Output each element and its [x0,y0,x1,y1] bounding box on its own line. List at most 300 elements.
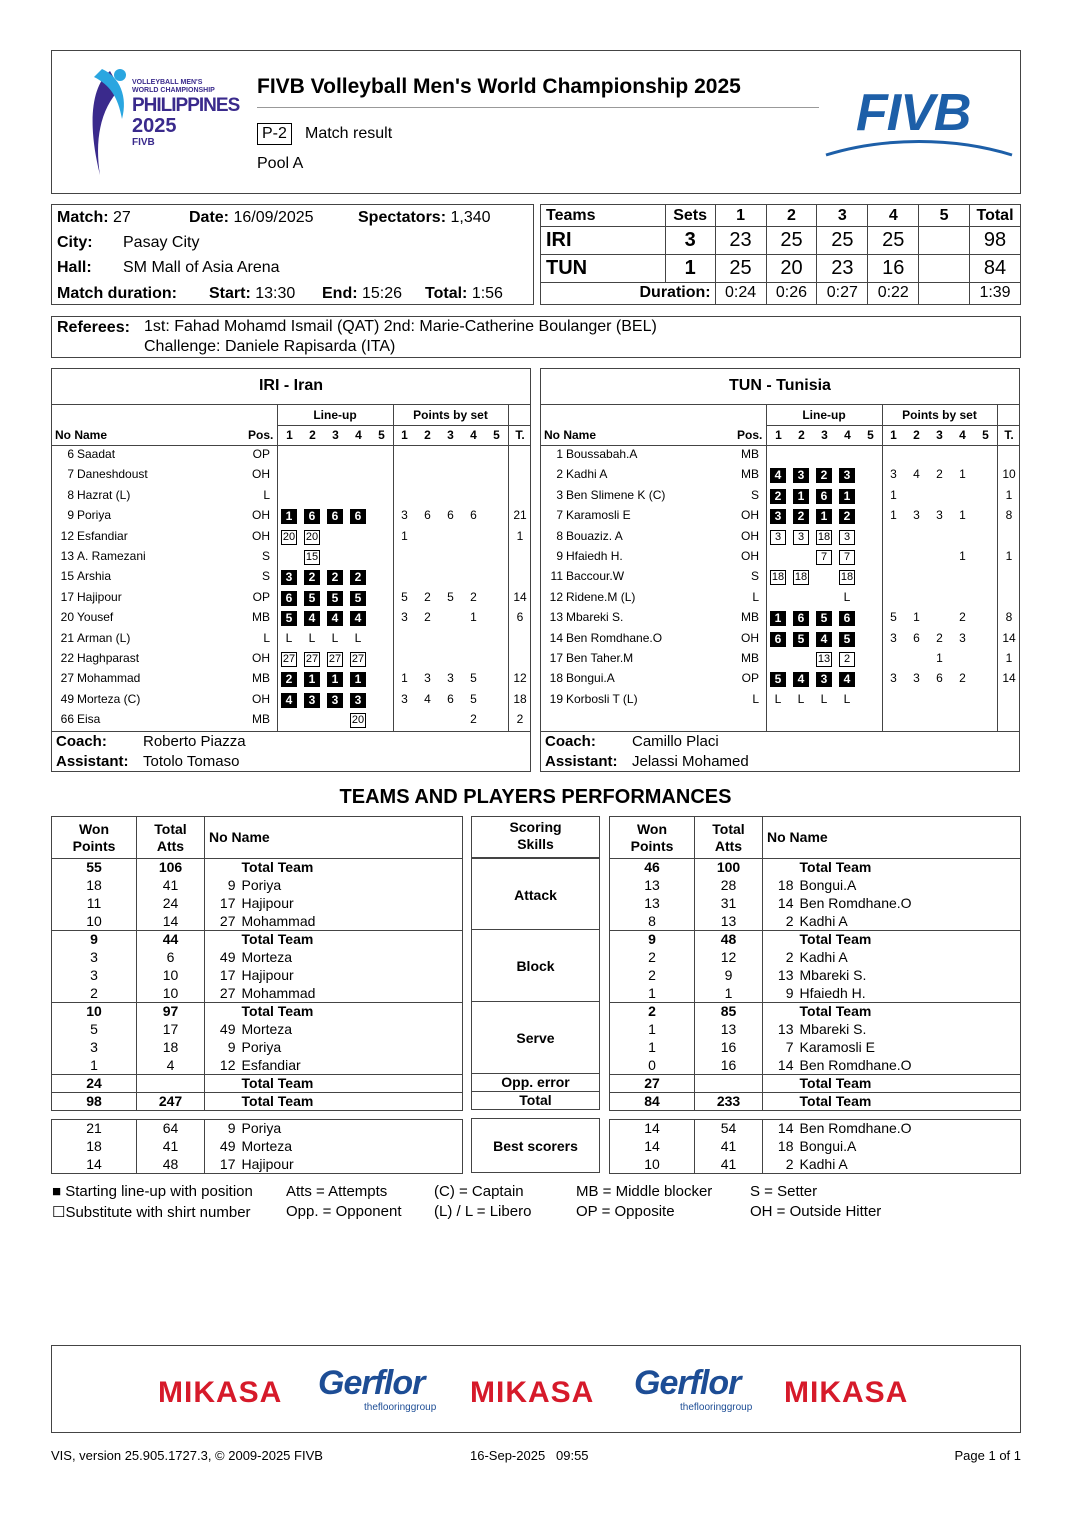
libero-mark: L [285,630,293,645]
won-points: 9 [52,931,137,949]
best-total-atts: 41 [137,1138,205,1156]
end-time: 15:26 [362,285,403,302]
total-col-header: T. [515,428,525,442]
performance-side [609,816,1021,1174]
player-number: 9 [763,985,796,1003]
start-label: Start: [209,285,251,302]
skills-header [471,816,600,858]
header-divider [541,445,1019,446]
fivb-swoosh-icon [824,135,1014,159]
total-header: Total [712,820,745,837]
starting-position: 4 [816,632,832,647]
total-atts: 1 [695,985,763,1003]
player-position: L [263,630,270,645]
won-points: 13 [610,877,695,895]
player-number: 13 [60,549,74,563]
sponsors [51,1345,1021,1433]
sets-header-cell: 1 [715,205,766,227]
player-name: Hajipour [238,895,463,913]
substitute-number: 3 [839,530,855,545]
pool-label: Pool A [257,155,304,172]
won-points: 2 [610,1003,695,1021]
starting-position: 6 [793,611,809,626]
set-score: 25 [715,254,766,282]
roster-iri [51,368,531,772]
legend-oh: OH = Outside Hitter [750,1203,882,1220]
total-atts-header [137,817,205,859]
player-total: 14 [1002,630,1016,645]
player-name: Poriya [77,508,112,523]
player-name: Mbareki S. [566,610,624,625]
won-points: 98 [52,1093,137,1111]
hall-label: Hall: [57,259,92,276]
best-player-name: Kadhi A [796,1156,1021,1174]
player-number: 9 [556,549,563,563]
column-divider [766,405,767,731]
player-number [763,1003,796,1021]
points-header: Points by set [413,408,488,422]
substitute-number: 20 [282,530,296,543]
won-header: Won [78,820,110,837]
player-position: OH [741,508,759,523]
best-won-points: 21 [52,1120,137,1138]
player-number: 27 [205,985,238,1003]
player-name: Hazrat (L) [77,487,131,502]
won-header: Won [636,820,668,837]
total-atts: 9 [695,967,763,985]
lineup-col-header: 3 [821,428,828,442]
fivb-logo: FIVB [856,84,971,142]
skills-column [471,816,600,1173]
starting-position: 4 [793,672,809,687]
won-points-header [52,817,137,859]
starting-position: 3 [793,468,809,483]
player-total: 8 [1005,508,1013,523]
player-number: 19 [549,691,563,706]
substitute-number: 27 [282,653,296,665]
player-number: 15 [60,569,74,584]
set-points: 3 [890,467,897,482]
player-name: Esfandiar [77,528,128,543]
logo-text-1: VOLLEYBALL MEN'S [132,79,203,86]
player-name: Total Team [796,1075,1021,1093]
points-header: Points [630,837,674,854]
player-number: 14 [763,1057,796,1075]
set-duration: 0:27 [817,282,868,304]
player-name: Arshia [77,569,112,584]
player-number: 6 [67,447,74,461]
total-atts: 247 [137,1093,205,1111]
starting-position: 1 [793,489,809,504]
starting-position: 2 [816,468,832,483]
player-name: Mohammad [238,985,463,1003]
player-name: Mbareki S. [796,1021,1021,1039]
won-points: 46 [610,859,695,877]
coach-block [541,731,1019,773]
championship-logo [80,67,240,183]
set-points: 3 [401,610,408,625]
starting-position: 1 [281,509,297,524]
substitute-number: 20 [305,530,319,543]
gerflor-logo: Gerflor [634,1364,741,1402]
player-total: 1 [516,528,524,543]
player-number: 12 [205,1057,238,1075]
won-points: 2 [52,985,137,1003]
player-number: 17 [549,651,563,665]
referees-label: Referees: [57,319,130,336]
set-score: 16 [868,254,919,282]
player-number: 49 [205,949,238,967]
player-number [763,1075,796,1093]
best-won-points: 14 [610,1138,695,1156]
won-points: 10 [52,1003,137,1021]
player-name: Ben Romdhane.O [796,1057,1021,1075]
player-name: Morteza (C) [77,691,141,706]
starting-position: 6 [770,632,786,647]
starting-position: 4 [304,611,320,626]
player-number: 13 [763,967,796,985]
player-number: 12 [549,589,563,604]
lineup-col-header: 4 [355,428,362,442]
player-number: 17 [205,895,238,913]
total-atts: 4 [137,1057,205,1075]
player-number: 17 [60,589,74,604]
libero-mark: L [354,630,362,645]
player-position: MB [741,447,759,461]
best-won-points: 14 [52,1156,137,1174]
total-atts: 31 [695,895,763,913]
won-points: 55 [52,859,137,877]
skills-subheader: Skills [517,836,554,852]
player-name: Bongui.A [566,671,615,686]
player-total: 8 [1005,610,1013,625]
set-points: 2 [470,712,477,727]
player-number: 2 [763,913,796,931]
referees-challenge: Challenge: Daniele Rapisarda (ITA) [144,338,396,355]
set-points: 2 [936,467,943,482]
player-position: OH [741,528,759,543]
player-number [205,1003,238,1021]
player-position: MB [252,712,270,727]
pos-header: Pos. [248,428,274,442]
best-player-number: 9 [205,1120,238,1138]
player-position: OH [741,549,759,563]
player-name: A. Ramezani [77,549,146,563]
player-number: 27 [205,913,238,931]
player-name: Hfaiedh H. [566,549,623,563]
player-number: 3 [556,487,563,502]
points-col-header: 5 [982,428,989,442]
player-position: S [261,549,270,563]
total-atts: 10 [137,967,205,985]
set-points: 6 [447,508,454,523]
player-name: Total Team [796,1003,1021,1021]
won-points-header [610,817,695,859]
best-player-number: 49 [205,1138,238,1156]
footer-printed: 16-Sep-2025 09:55 [470,1448,589,1463]
logo-text-3: PHILIPPINES [132,95,240,116]
starting-position: 6 [350,509,366,524]
atts-header: Atts [156,837,185,854]
player-number [205,859,238,877]
player-position: MB [252,610,270,625]
substitute-number: 18 [817,530,831,543]
substitute-number: 18 [840,571,854,584]
player-name: Total Team [796,859,1021,877]
player-name: Bongui.A [796,877,1021,895]
set-points: 5 [890,610,897,625]
player-number: 7 [556,508,563,523]
total-time: 1:56 [471,285,503,302]
best-player-number: 2 [763,1156,796,1174]
player-name: Mbareki S. [796,967,1021,985]
player-name: Korbosli T (L) [566,691,638,706]
set-points: 1 [470,610,477,625]
won-points: 1 [52,1057,137,1075]
player-position: MB [741,651,759,665]
set-points: 6 [447,691,454,706]
points-col-header: 2 [424,428,431,442]
player-position: OH [741,630,759,645]
city-value: Pasay City [123,234,200,251]
won-points: 11 [52,895,137,913]
best-total-atts: 48 [137,1156,205,1174]
lineup-col-header: 1 [775,428,782,442]
libero-mark: L [797,691,805,706]
best-player-name: Morteza [238,1138,463,1156]
player-name: Bouaziz. A [566,528,623,543]
substitute-number: 7 [816,550,832,565]
player-number: 8 [67,487,74,502]
starting-position: 3 [839,468,855,483]
player-total: 14 [513,589,527,604]
total-atts: 13 [695,1021,763,1039]
logo-text-4: 2025 [132,115,177,137]
player-name: Total Team [238,1003,463,1021]
player-position: OH [252,528,270,543]
total-atts: 16 [695,1039,763,1057]
player-position: OP [252,589,270,604]
best-won-points: 10 [610,1156,695,1174]
starting-position: 4 [350,611,366,626]
spectators-count: 1,340 [450,209,491,226]
player-position: S [750,487,759,502]
scoring-header: Scoring [509,819,562,835]
duration-label: Duration: [541,282,716,304]
points-col-header: 1 [890,428,897,442]
substitute-number: 27 [351,653,365,665]
best-player-number: 14 [763,1120,796,1138]
player-name: Hajipour [238,967,463,985]
starting-position: 3 [281,570,297,585]
player-name: Total Team [238,931,463,949]
won-points: 1 [610,985,695,1003]
starting-position: 3 [816,672,832,687]
duration-label: Match duration: [57,285,177,302]
won-points: 5 [52,1021,137,1039]
player-number: 20 [60,610,74,625]
starting-position: 4 [327,611,343,626]
starting-position: 2 [350,570,366,585]
won-points: 1 [610,1021,695,1039]
team-code: IRI [541,227,666,255]
substitute-number: 18 [771,571,785,584]
total-atts: 233 [695,1093,763,1111]
player-position: L [752,691,759,706]
assistant-name: Totolo Tomaso [143,753,240,770]
coach-name: Camillo Placi [632,733,719,750]
substitute-number: 13 [817,653,831,665]
points-col-header: 4 [470,428,477,442]
player-total: 2 [516,712,524,727]
set-points: 2 [959,671,966,686]
logo-text-2: WORLD CHAMPIONSHIP [132,87,215,94]
legend-setter: S = Setter [750,1183,818,1200]
starting-position: 6 [816,489,832,504]
starting-position: 1 [816,509,832,524]
starting-position: 5 [350,591,366,606]
best-total-atts: 41 [695,1156,763,1174]
set-points: 5 [470,671,477,686]
player-position: MB [741,467,759,482]
skill-label: Attack [471,858,600,930]
player-number: 7 [67,467,74,482]
gerflor-tagline: theflooringgroup [364,1402,437,1413]
lineup-col-header: 2 [798,428,805,442]
lineup-col-header: 5 [378,428,385,442]
total-atts [137,1075,205,1093]
starting-position: 2 [770,489,786,504]
player-name: Total Team [238,859,463,877]
won-points: 24 [52,1075,137,1093]
player-name: Mohammad [238,913,463,931]
starting-position: 2 [327,570,343,585]
starting-position: 6 [304,509,320,524]
sets-header-cell: 3 [817,205,868,227]
player-number: 13 [549,610,563,625]
won-points: 2 [610,967,695,985]
points-col-header: 3 [936,428,943,442]
total-atts: 10 [137,985,205,1003]
total-atts: 97 [137,1003,205,1021]
set-points: 6 [936,671,943,686]
total-atts: 48 [695,931,763,949]
lineup-header: Line-up [802,408,846,422]
points-header: Points [72,837,116,854]
player-position: OH [252,467,270,482]
won-points: 27 [610,1075,695,1093]
no-name-header: No Name [544,428,597,442]
legend-mb: MB = Middle blocker [576,1183,713,1200]
set-duration [919,282,970,304]
starting-position: 1 [770,611,786,626]
points-header: Points by set [902,408,977,422]
player-name: Saadat [77,447,116,461]
player-position: OP [741,671,759,686]
set-points: 4 [424,691,431,706]
player-number: 9 [205,877,238,895]
set-score [919,254,970,282]
team-code: TUN [541,254,666,282]
set-score: 25 [766,227,817,255]
coach-block [52,731,530,773]
player-name: Daneshdoust [77,467,148,482]
points-col-header: 1 [401,428,408,442]
player-name: Total Team [796,931,1021,949]
set-score: 23 [715,227,766,255]
substitute-number: 3 [793,530,809,545]
player-position: L [752,589,759,604]
player-name: Kadhi A [796,949,1021,967]
set-points: 2 [424,589,431,604]
best-total-atts: 41 [695,1138,763,1156]
no-name-header: No Name [55,428,108,442]
player-name: Karamosli E [566,508,631,523]
player-name: Mohammad [77,671,141,686]
won-points: 2 [610,949,695,967]
gerflor-logo: Gerflor [318,1364,425,1402]
set-points: 2 [470,589,477,604]
points-col-header: 5 [493,428,500,442]
player-number: 18 [549,671,563,686]
title-divider [257,107,819,108]
header-divider [277,425,531,426]
set-points: 3 [913,671,920,686]
player-name: Ben Taher.M [566,651,634,665]
set-points: 2 [959,610,966,625]
set-points: 1 [959,549,966,563]
set-points: 3 [424,671,431,686]
player-position: OH [252,508,270,523]
player-name: Morteza [238,949,463,967]
starting-position: 5 [281,611,297,626]
won-points: 9 [610,931,695,949]
set-points: 6 [424,508,431,523]
starting-position: 1 [350,672,366,687]
set-duration: 0:24 [715,282,766,304]
no-name-header: No Name [205,817,463,859]
player-number [205,1075,238,1093]
player-number: 11 [550,569,563,584]
skill-label: Serve [471,1002,600,1074]
substitute-number: 2 [839,652,855,667]
legend-libero: (L) / L = Libero [434,1203,532,1220]
total-atts: 41 [137,877,205,895]
starting-position: 2 [304,570,320,585]
starting-position: 2 [281,672,297,687]
total-atts: 12 [695,949,763,967]
sets-header-cell: Sets [665,205,715,227]
best-total-atts: 64 [137,1120,205,1138]
player-total: 10 [1002,467,1016,482]
set-points: 6 [470,508,477,523]
total-atts: 28 [695,877,763,895]
player-number: 9 [67,508,74,523]
set-score: 20 [766,254,817,282]
player-number: 49 [60,691,74,706]
footer-page: Page 1 of 1 [954,1448,1021,1463]
skill-label: Block [471,930,600,1002]
column-divider [277,405,278,731]
lineup-header: Line-up [313,408,357,422]
player-number: 17 [205,967,238,985]
player-total: 12 [513,671,527,686]
player-number: 21 [60,630,74,645]
set-score: 23 [817,254,868,282]
set-points: 1 [913,610,920,625]
total-atts-header [695,817,763,859]
libero-mark: L [308,630,316,645]
